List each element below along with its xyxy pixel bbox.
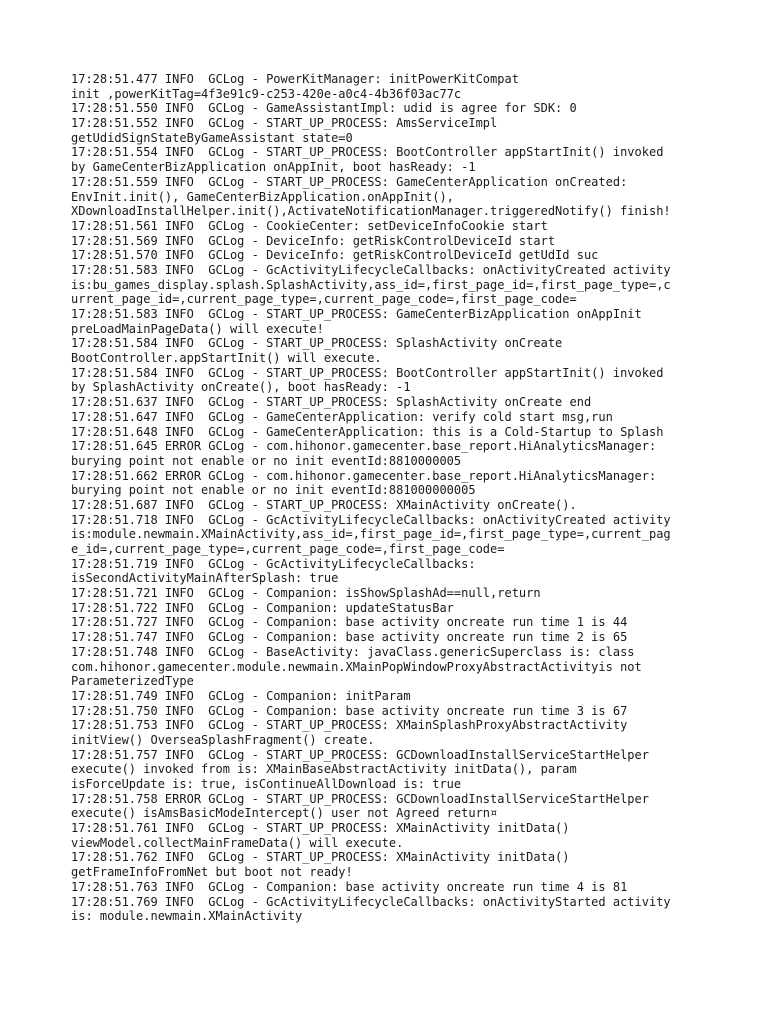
log-line: 17:28:51.747 INFO GCLog - Companion: base activity oncreate run time 2 is 65 xyxy=(71,630,628,645)
log-line: 17:28:51.753 INFO GCLog - START_UP_PROCESS: XMainSplashProxyAbstractActivity xyxy=(71,718,628,733)
log-line: is: module.newmain.XMainActivity xyxy=(71,909,303,924)
log-line: 17:28:51.583 INFO GCLog - START_UP_PROCESS: GameCenterBizApplication onAppInit xyxy=(71,307,642,321)
log-line: 17:28:51.584 INFO GCLog - START_UP_PROCESS: BootController appStartInit() invoked xyxy=(71,365,664,380)
log-line: 17:28:51.645 ERROR GCLog - com.hihonor.gamecenter.base_report.HiAnalyticsManager: xyxy=(71,439,657,454)
log-line: 17:28:51.722 INFO GCLog - Companion: updateStatusBar xyxy=(71,600,454,615)
log-line: 17:28:51.763 INFO GCLog - Companion: base activity oncreate run time 4 is 81 xyxy=(71,879,628,894)
log-line: getUdidSignStateByGameAssistant state=0 xyxy=(71,130,353,145)
log-line: urrent_page_id=,current_page_type=,current_page_code=,first_page_code= xyxy=(71,292,577,307)
log-line: 17:28:51.583 INFO GCLog - GcActivityLifecycleCallbacks: onActivityCreated activity xyxy=(71,262,671,277)
log-line: burying point not enable or no init eventId:8810000005 xyxy=(71,453,462,468)
log-line: 17:28:51.718 INFO GCLog - GcActivityLifecycleCallbacks: onActivityCreated activity xyxy=(71,512,671,527)
log-line: execute() invoked from is: XMainBaseAbstractActivity initData(), param xyxy=(71,762,577,777)
log-line: initView() OverseaSplashFragment() create. xyxy=(71,732,375,747)
log-line: 17:28:51.719 INFO GCLog - GcActivityLifecycleCallbacks: xyxy=(71,556,476,571)
log-line: 17:28:51.761 INFO GCLog - START_UP_PROCESS: XMainActivity initData() xyxy=(71,821,570,836)
log-line: 17:28:51.662 ERROR GCLog - com.hihonor.gamecenter.base_report.HiAnalyticsManager: xyxy=(71,468,657,483)
log-line: 17:28:51.570 INFO GCLog - DeviceInfo: getRiskControlDeviceId getUdId suc xyxy=(71,248,599,263)
log-line: 17:28:51.758 ERROR GCLog - START_UP_PROCESS: GCDownloadInstallServiceStartHelper xyxy=(71,791,649,806)
log-line: 17:28:51.750 INFO GCLog - Companion: base activity oncreate run time 3 is 67 xyxy=(71,703,628,718)
log-line: 17:28:51.749 INFO GCLog - Companion: initParam xyxy=(71,688,411,703)
log-line: getFrameInfoFromNet but boot not ready! xyxy=(71,865,353,880)
log-line: 17:28:51.584 INFO GCLog - START_UP_PROCESS: SplashActivity onCreate xyxy=(71,336,563,351)
log-line: execute() isAmsBasicModeIntercept() user not Agreed return¤ xyxy=(71,806,498,821)
log-line: e_id=,current_page_type=,current_page_code=,first_page_code= xyxy=(71,542,505,556)
log-line: isSecondActivityMainAfterSplash: true xyxy=(71,571,339,586)
log-line: 17:28:51.554 INFO GCLog - START_UP_PROCESS: BootController appStartInit() invoked xyxy=(71,145,664,160)
log-line: BootController.appStartInit() will execute. xyxy=(71,351,382,366)
log-line: 17:28:51.687 INFO GCLog - START_UP_PROCESS: XMainActivity onCreate(). xyxy=(71,497,577,512)
log-text-block xyxy=(71,72,731,924)
log-line: 17:28:51.561 INFO GCLog - CookieCenter: setDeviceInfoCookie start xyxy=(71,218,548,233)
log-line: 17:28:51.727 INFO GCLog - Companion: base activity oncreate run time 1 is 44 xyxy=(71,615,628,630)
log-line: 17:28:51.477 INFO GCLog - PowerKitManager: initPowerKitCompat xyxy=(71,72,519,86)
log-line: viewModel.collectMainFrameData() will execute. xyxy=(71,835,404,850)
log-line: 17:28:51.569 INFO GCLog - DeviceInfo: getRiskControlDeviceId start xyxy=(71,233,556,248)
log-line: 17:28:51.552 INFO GCLog - START_UP_PROCESS: AmsServiceImpl xyxy=(71,116,498,131)
log-line: 17:28:51.559 INFO GCLog - START_UP_PROCESS: GameCenterApplication onCreated: xyxy=(71,174,628,189)
log-line: ParameterizedType xyxy=(71,674,194,689)
log-line: isForceUpdate is: true, isContinueAllDownload is: true xyxy=(71,777,462,791)
log-line: 17:28:51.748 INFO GCLog - BaseActivity: javaClass.genericSuperclass is: class xyxy=(71,644,635,659)
log-line: 17:28:51.550 INFO GCLog - GameAssistantImpl: udid is agree for SDK: 0 xyxy=(71,101,577,116)
log-line: EnvInit.init(), GameCenterBizApplication.onAppInit(), xyxy=(71,189,454,204)
log-line: init ,powerKitTag=4f3e91c9-c253-420e-a0c4-4b36f03ac77c xyxy=(71,86,462,101)
log-line: is:bu_games_display.splash.SplashActivity,ass_id=,first_page_id=,first_page_type=,c xyxy=(71,277,671,292)
log-line: 17:28:51.769 INFO GCLog - GcActivityLifecycleCallbacks: onActivityStarted activity xyxy=(71,894,671,909)
log-line: XDownloadInstallHelper.init(),ActivateNotificationManager.triggeredNotify() finish! xyxy=(71,204,671,219)
log-line: 17:28:51.637 INFO GCLog - START_UP_PROCESS: SplashActivity onCreate end xyxy=(71,395,592,410)
log-line: is:module.newmain.XMainActivity,ass_id=,first_page_id=,first_page_type=,current_pag xyxy=(71,527,671,542)
log-line: 17:28:51.757 INFO GCLog - START_UP_PROCESS: GCDownloadInstallServiceStartHelper xyxy=(71,747,649,762)
log-line: 17:28:51.647 INFO GCLog - GameCenterApplication: verify cold start msg,run xyxy=(71,409,613,424)
log-line: 17:28:51.648 INFO GCLog - GameCenterApplication: this is a Cold-Startup to Splash xyxy=(71,424,664,439)
log-line: by GameCenterBizApplication onAppInit, boot hasReady: -1 xyxy=(71,160,476,175)
log-line: burying point not enable or no init eventId:881000000005 xyxy=(71,483,476,498)
log-line: com.hihonor.gamecenter.module.newmain.XMainPopWindowProxyAbstractActivityis not xyxy=(71,659,642,674)
log-line: 17:28:51.762 INFO GCLog - START_UP_PROCESS: XMainActivity initData() xyxy=(71,850,570,865)
log-line: 17:28:51.721 INFO GCLog - Companion: isShowSplashAd==null,return xyxy=(71,586,541,601)
log-line: by SplashActivity onCreate(), boot hasReady: -1 xyxy=(71,380,411,395)
log-line: preLoadMainPageData() will execute! xyxy=(71,321,324,336)
